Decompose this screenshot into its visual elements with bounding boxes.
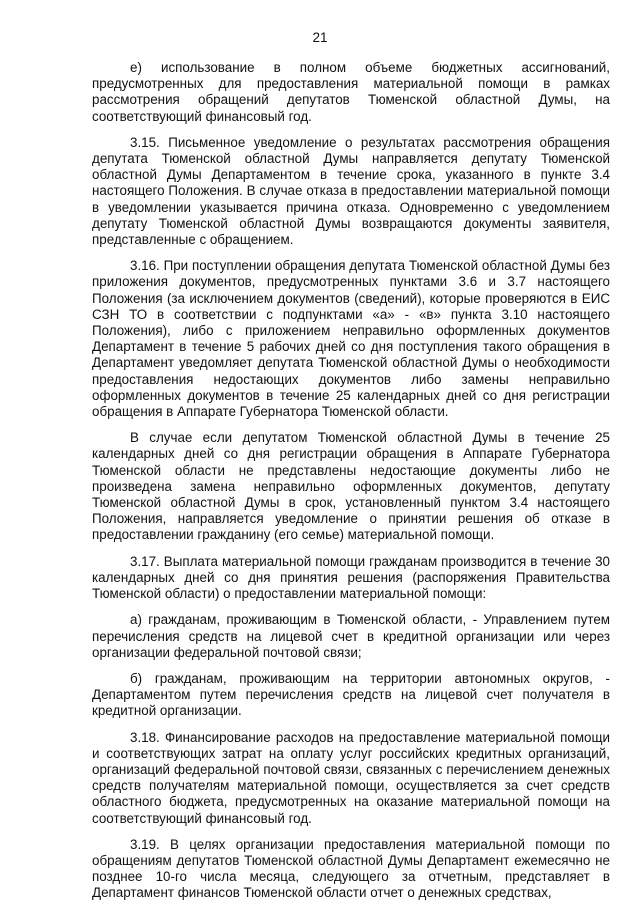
paragraph-3-16-continued: В случае если депутатом Тюменской областной Думы в течение 25 календарных дней со дня регистрации обращения в Аппарате Губернатора Тюменской области не представлены недостающие документы либо не произведена замена неправильно оформленных документов, депутату Тюменской областной Думы в срок, установленный пунктом 3.4 настоящего Положения, направляется уведомление о принятии решения об отказе в предоставлении гражданину (его семье) материальной помощи. [92,430,610,543]
paragraph-3-19: 3.19. В целях организации предоставления материальной помощи по обращениям депутатов Тюменской областной Думы Департамент ежемесячно не позднее 10-го числа месяца, следующего за отчетным, представляет в Департамент финансов Тюменской области отчет о денежных средствах, [92,836,610,901]
paragraph-3-15: 3.15. Письменное уведомление о результатах рассмотрения обращения депутата Тюменской областной Думы направляется депутату Тюменской областной Думы Департаментом в течение срока, указанного в пункте 3.4 настоящего Положения. В случае отказа в предоставлении материальной помощи в уведомлении указывается причина отказа. Одновременно с уведомлением депутату Тюменской областной Думы возвращаются документы заявителя, представленные с обращением. [92,134,610,248]
document-body [92,60,610,902]
page-number: 21 [312,30,328,45]
paragraph-3-16: 3.16. При поступлении обращения депутата Тюменской областной Думы без приложения документов, предусмотренных пунктами 3.6 и 3.7 настоящего Положения (за исключением документов (сведений), которые проверяются в ЕИС СЗН ТО в соответствии с подпунктами «а» - «в» пункта 3.10 настоящего Положения), либо с приложением неправильно оформленных документов Департамент в течение 5 рабочих дней со дня поступления такого обращения в Департамент уведомляет депутата Тюменской областной Думы о необходимости предоставления недостающих документов либо замены неправильно оформленных документов в течение 25 календарных дней со дня регистрации обращения в Аппарате Губернатора Тюменской области. [92,258,610,420]
paragraph-subitem-e: е) использование в полном объеме бюджетных ассигнований, предусмотренных для предоставления материальной помощи в рамках рассмотрения обращений депутатов Тюменской областной Думы, на соответствующий финансовый год. [92,60,610,124]
paragraph-3-18: 3.18. Финансирование расходов на предоставление материальной помощи и соответствующих затрат на оплату услуг российских кредитных организаций, организаций федеральной почтовой связи, связанных с перечислением денежных средств получателям материальной помощи, осуществляется за счет средств областного бюджета, предусмотренных на оказание материальной помощи на соответствующий финансовый год. [92,729,610,826]
paragraph-3-17-a: а) гражданам, проживающим в Тюменской области, - Управлением путем перечисления средств на лицевой счет в кредитной организации или через организации федеральной почтовой связи; [92,612,610,660]
paragraph-3-17: 3.17. Выплата материальной помощи гражданам производится в течение 30 календарных дней со дня принятия решения (распоряжения Правительства Тюменской области) о предоставлении материальной помощи: [92,553,610,602]
paragraph-3-17-b: б) гражданам, проживающим на территории автономных округов, - Департаментом путем перечисления средств на лицевой счет получателя в кредитной организации. [92,670,610,719]
